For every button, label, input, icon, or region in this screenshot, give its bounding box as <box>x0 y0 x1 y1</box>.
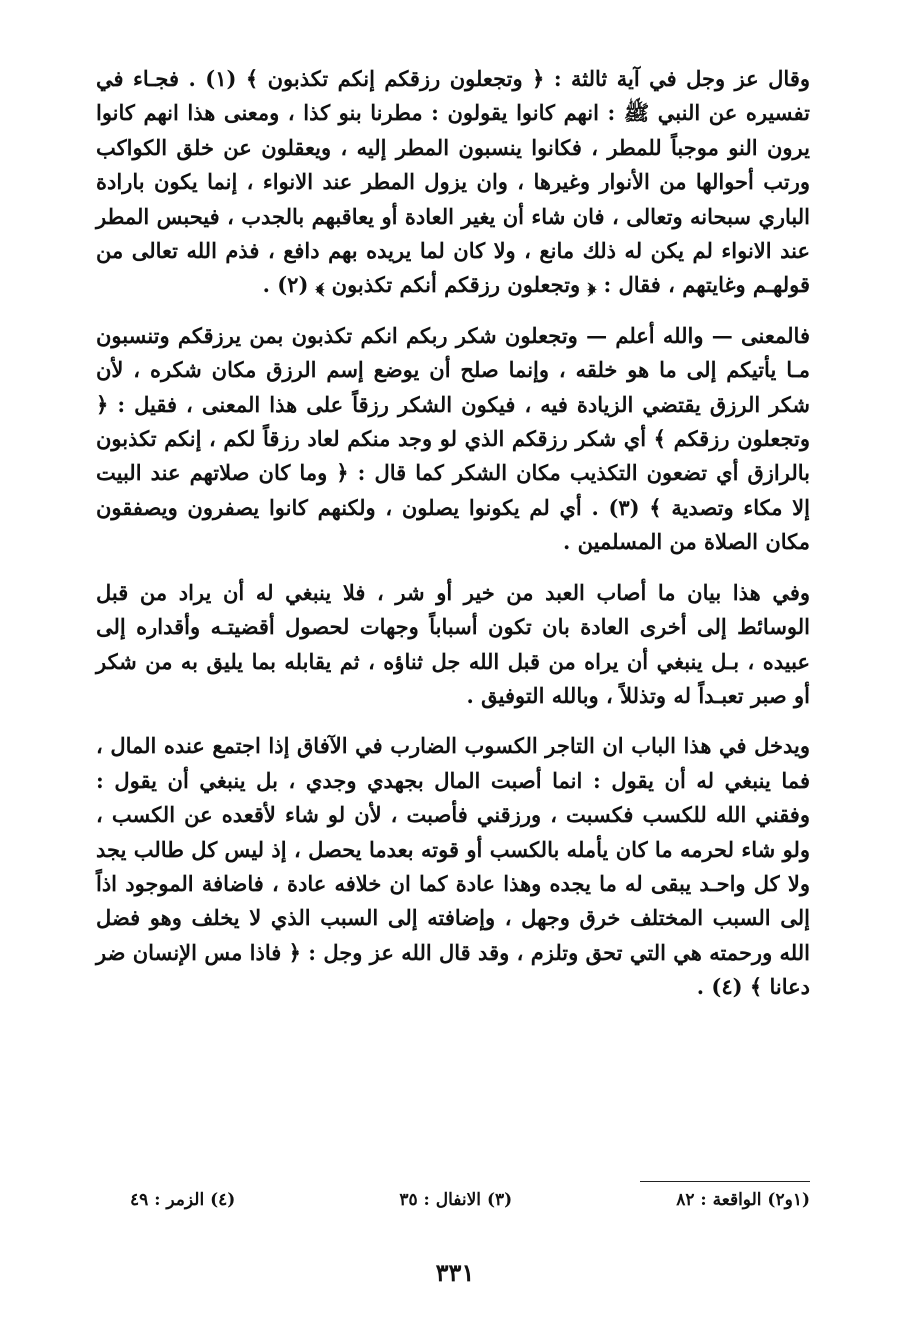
paragraph-1: وقال عز وجل في آية ثالثة : ﴿ وتجعلون رزقكم إنكم تكذبون ﴾ (١) . فجـاء في تفسيره عن النبي ﷺ : انهم كانوا يقولون : مطرنا بنو كذا ، ومعنى هذا انهم كانوا يرون النو موجباً للمطر ، فكانوا ينسبون المطر إليه ، ويعقلون عن خلق الكواكب ورتب أحوالها من الأنوار وغيرها ، وان يزول المطر عند الانواء ، إنما يكون بارادة الباري سبحانه وتعالى ، فان شاء أن يغير العادة أو يعاقبهم بالجدب ، فيحبس المطر عند الانواء لم يكن له ذلك مانع ، ولا كان لما يريده بهم دافع ، فذم الله تعالى من قولهـم وغايتهم ، فقال : ﴿ وتجعلون رزقكم أنكم تكذبون ﴾ (٢) . <box>96 66 810 298</box>
footnote-3: (٣) الانفال : ٣٥ <box>399 1190 513 1210</box>
page-body <box>96 62 810 1005</box>
footnote-4: (٤) الزمر : ٤٩ <box>130 1190 236 1210</box>
footnote-divider <box>640 1181 810 1182</box>
footnote-1-2: (١و٢) الواقعة : ٨٢ <box>676 1190 810 1210</box>
paragraph-3: وفي هذا بيان ما أصاب العبد من خير أو شر ، فلا ينبغي له أن يراد من قبل الوسائط إلى أخرى العادة بان تكون أسباباً وجهات لحصول أقضيتـه وأقداره إلى عبيده ، بـل ينبغي أن يراه من قبل الله جل ثناؤه ، ثم يقابله بما يليق به من شكر أو صبر تعبـداً له وتذللاً ، وبالله التوفيق . <box>96 579 810 708</box>
footnotes <box>130 1190 810 1210</box>
paragraph-4: ويدخل في هذا الباب ان التاجر الكسوب الضارب في الآفاق إذا اجتمع عنده المال ، فما ينبغي له أن يقول : انما أصبت المال بجهدي وجدي ، بل ينبغي أن يقول : وفقني الله للكسب فكسبت ، ورزقني فأصبت ، لأن لو شاء لأقعده عن الكسب ، ولو شاء لحرمه ما كان يأمله بالكسب أو قوته بعدما يحصل ، إذ ليس كل طالب يجد ولا كل واحـد يبقى له ما يجده وهذا عادة كما ان خلافه عادة ، فاضافة الموجود اذاً إلى السبب المختلف خرق وجهل ، وإضافته إلى السبب الذي لا يخلف وهو فضل الله ورحمته هي التي تحق وتلزم ، وقد قال الله عز وجل : ﴿ فاذا مس الإنسان ضر دعانا ﴾ (٤) . <box>96 733 810 1000</box>
page-number: ٣٣١ <box>435 1258 475 1287</box>
paragraph-2: فالمعنى — والله أعلم — وتجعلون شكر ربكم انكم تكذبون بمن يرزقكم وتنسبون مـا يأتيكم إلى ما هو خلقه ، وإنما صلح أن يوضع إسم الرزق مكان شكره ، لأن شكر الرزق يقتضي الزيادة فيه ، فيكون الشكر رزقاً على هذا المعنى ، فقيل : ﴿ وتجعلون رزقكم ﴾ أي شكر رزقكم الذي لو وجد منكم لعاد رزقاً لكم ، إنكم تكذبون بالرازق أي تضعون التكذيب مكان الشكر كما قال : ﴿ وما كان صلاتهم عند البيت إلا مكاء وتصدية ﴾ (٣) . أي لم يكونوا يصلون ، ولكنهم كانوا يصفرون ويصفقون مكان الصلاة من المسلمين . <box>96 322 810 555</box>
